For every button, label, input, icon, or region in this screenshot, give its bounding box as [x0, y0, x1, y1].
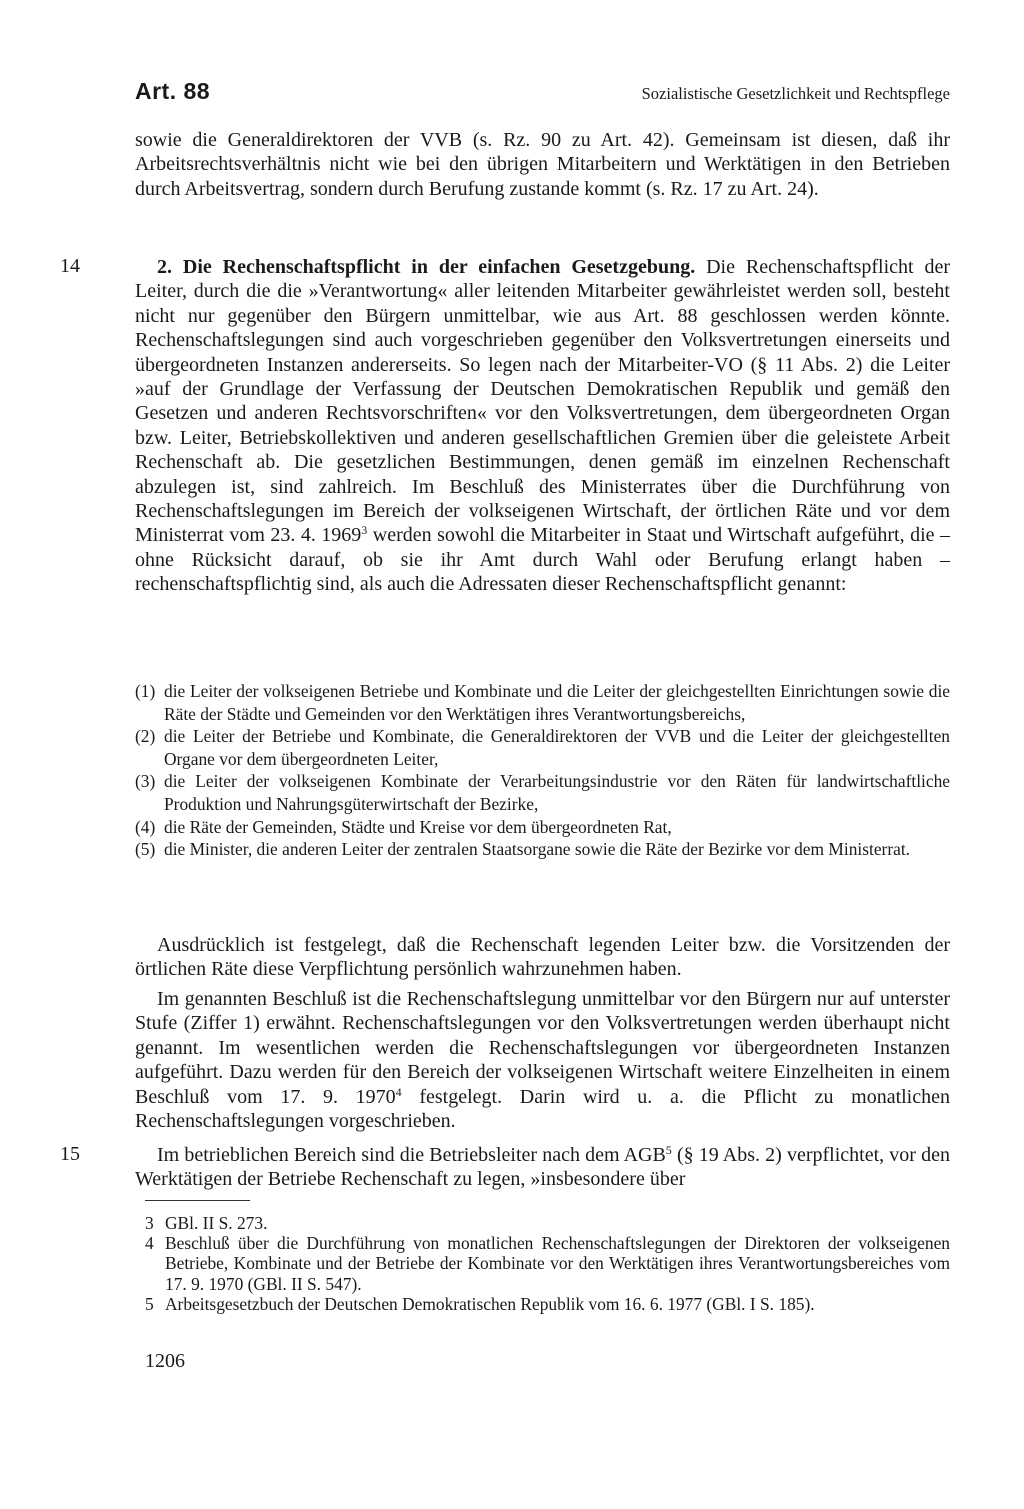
- margin-number-14: 14: [60, 255, 80, 277]
- footnote-text: Beschluß über die Durchführung von monatlichen Rechenschaftslegungen der Direktoren der volkseigenen Betriebe, Kombinate und der Betriebe der Kombinate vor den Werktätigen ihres Verantwortungsbereiches vom 17. 9. 1970 (GBl. II S. 547).: [165, 1233, 950, 1294]
- footnote-ref-3[interactable]: 3: [361, 523, 368, 538]
- list-item: [135, 680, 950, 725]
- page-header: [135, 78, 950, 110]
- footnote-divider: [145, 1200, 250, 1201]
- section-2-text-a: Die Rechenschaftspflicht der Leiter, durch die die »Verantwortung« aller leitenden Mitarbeiter gewährleistet werden soll, besteht nicht nur gegenüber den Bürgern unmittelbar, wie aus Art. 88 geschlossen werden könnte. Rechenschaftslegungen sind auch vorgeschrieben gegenüber den Volksvertretungen einerseits und übergeordneten Instanzen andererseits. So legen nach der Mitarbeiter-VO (§ 11 Abs. 2) die Leiter »auf der Grundlage der Verfassung der Deutschen Demokratischen Republik und gemäß den Gesetzen und anderen Rechtsvorschriften« vor den Volksvertretungen, dem übergeordneten Organ bzw. Leiter, Betriebskollektiven und anderen gesellschaftlichen Gremien über die geleistete Arbeit Rechenschaft ab. Die gesetzlichen Bestimmungen, denen gemäß im einzelnen Rechenschaft abzulegen ist, sind zahlreich. Im Beschluß des Ministerrates über die Durchführung von Rechenschaftslegungen im Bereich der volkseigenen Wirtschaft, der örtlichen Räte und vor dem Ministerrat vom 23. 4. 1969: [135, 256, 950, 547]
- footnote-text: Arbeitsgesetzbuch der Deutschen Demokratischen Republik vom 16. 6. 1977 (GBl. I S. 185).: [165, 1293, 815, 1314]
- footnote-number: 5: [145, 1293, 154, 1314]
- article-label: Art. 88: [135, 78, 211, 104]
- margin-number-15: 15: [60, 1143, 80, 1165]
- list-item-text: die Leiter der volkseigenen Kombinate der Verarbeitungsindustrie vor den Räten für landwirtschaftliche Produktion und Nahrungsgüterwirtschaft der Bezirke,: [164, 771, 950, 814]
- running-title: Sozialistische Gesetzlichkeit und Rechtspflege: [641, 84, 950, 103]
- section-2-paragraph: [135, 255, 950, 597]
- footnote-ref-5[interactable]: 5: [665, 1143, 672, 1157]
- list-item: [135, 770, 950, 815]
- paragraph-genannten-beschluss: [135, 987, 950, 1133]
- footnote: [145, 1213, 950, 1233]
- list-item: [135, 838, 950, 861]
- paragraph-ausdruecklich: Ausdrücklich ist festgelegt, daß die Rechenschaft legenden Leiter bzw. die Vorsitzenden der örtlichen Räte diese Verpflichtung persönlich wahrzunehmen haben.: [135, 934, 950, 981]
- footnote: [145, 1294, 950, 1314]
- list-item-number: (2): [135, 726, 156, 747]
- paragraph-genannten-text-a: Im genannten Beschluß ist die Rechenschaftslegung unmittelbar vor den Bürgern nur auf unterster Stufe (Ziffer 1) erwähnt. Rechenschaftslegungen vor den Volksvertretungen werden überhaupt nicht genannt. Im wesentlichen werden die Rechenschaftslegungen vor übergeordneten Instanzen aufgeführt. Dazu werden für den Bereich der volkseigenen Wirtschaft weitere Einzelheiten in einem Beschluß vom 17. 9. 1970: [135, 988, 950, 1108]
- list-item-number: (3): [135, 771, 156, 792]
- paragraph-betrieb-text-a: Im betrieblichen Bereich sind die Betriebsleiter nach dem AGB: [157, 1144, 666, 1166]
- paragraph-betrieb-text-b: (§ 19 Abs. 2) verpflichtet, vor den Werktätigen der Betriebe Rechenschaft zu legen, »insbesondere über: [135, 1144, 950, 1191]
- footnote-number: 4: [145, 1233, 154, 1254]
- section-2-text-b: werden sowohl die Mitarbeiter in Staat und Wirtschaft aufgeführt, die – ohne Rücksicht darauf, ob sie ihr Amt durch Wahl oder Berufung erlangt haben – rechenschaftspflichtig sind, als auch die Adressaten dieser Rechenschaftspflicht genannt:: [135, 524, 950, 596]
- list-item-text: die Leiter der volkseigenen Betriebe und Kombinate und die Leiter der gleichgestellten Einrichtungen sowie die Räte der Städte und Gemeinden vor den Werktätigen ihres Verantwortungsbereichs,: [164, 681, 950, 724]
- list-item-number: (4): [135, 816, 156, 837]
- section-2-heading: 2. Die Rechenschaftspflicht in der einfachen Gesetzgebung.: [157, 256, 696, 278]
- addressee-list: [135, 680, 950, 861]
- list-item-text: die Leiter der Betriebe und Kombinate, die Generaldirektoren der VVB und die Leiter der gleichgestellten Organe vor dem übergeordneten Leiter,: [164, 726, 950, 769]
- list-item-text: die Räte der Gemeinden, Städte und Kreise vor dem übergeordneten Rat,: [164, 816, 672, 837]
- footnote-ref-4[interactable]: 4: [395, 1084, 402, 1099]
- list-item: [135, 725, 950, 770]
- footnote: [145, 1233, 950, 1294]
- footnote-text: GBl. II S. 273.: [165, 1213, 268, 1233]
- intro-paragraph: sowie die Generaldirektoren der VVB (s. Rz. 90 zu Art. 42). Gemeinsam ist diesen, daß ihr Arbeitsrechtsverhältnis nicht wie bei den übrigen Mitarbeitern und Werktätigen in den Betrieben durch Arbeitsvertrag, sondern durch Berufung zustande kommt (s. Rz. 17 zu Art. 24).: [135, 129, 950, 200]
- footnote-number: 3: [145, 1213, 154, 1233]
- list-item: [135, 816, 950, 839]
- list-item-text: die Minister, die anderen Leiter der zentralen Staatsorgane sowie die Räte der Bezirke vor dem Ministerrat.: [164, 839, 911, 860]
- page-number: 1206: [145, 1350, 185, 1372]
- paragraph-genannten-text-b: festgelegt. Darin wird u. a. die Pflicht zu monatlichen Rechenschaftslegungen vorgeschrieben.: [135, 1085, 950, 1133]
- paragraph-betrieblicher-bereich: [135, 1143, 950, 1192]
- list-item-number: (5): [135, 839, 156, 860]
- list-item-number: (1): [135, 681, 156, 701]
- footnotes: [145, 1213, 950, 1314]
